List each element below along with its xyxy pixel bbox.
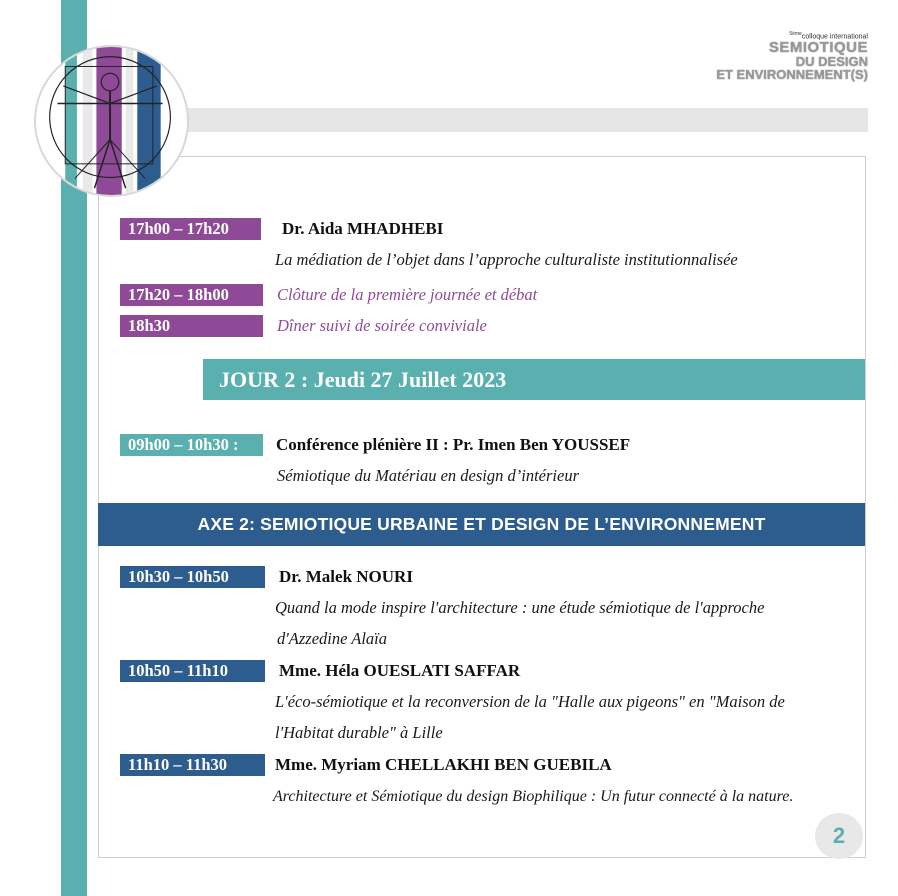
time-badge: 17h20 – 18h00 [120, 284, 263, 306]
session-label: Clôture de la première journée et débat [277, 285, 538, 304]
time-badge: 17h00 – 17h20 [120, 218, 261, 240]
day2-banner: JOUR 2 : Jeudi 27 Juillet 2023 [203, 359, 865, 400]
axe2-item-1 [120, 566, 413, 588]
edition-text: colloque international [801, 33, 868, 41]
day1-item-3 [120, 315, 487, 337]
talk-title: La médiation de l’objet dans l’approche culturaliste institutionnalisée [275, 250, 738, 269]
time-badge: 10h30 – 10h50 [120, 566, 265, 588]
speaker-name: Mme. Myriam CHELLAKHI BEN GUEBILA [275, 755, 612, 774]
day1-item-1 [120, 218, 443, 240]
time-badge: 10h50 – 11h10 [120, 660, 265, 682]
talk-title-line-1: Quand la mode inspire l'architecture : une étude sémiotique de l'approche [275, 598, 765, 617]
speaker-name: Mme. Héla OUESLATI SAFFAR [279, 661, 521, 680]
talk-title: Sémiotique du Matériau en design d’intérieur [277, 466, 579, 485]
axe2-item-3 [120, 754, 612, 776]
page-number: 2 [815, 813, 863, 859]
session-label: Dîner suivi de soirée conviviale [277, 316, 487, 335]
time-badge: 18h30 [120, 315, 263, 337]
vitruvian-logo-icon [34, 45, 189, 197]
talk-title-line-1: Architecture et Sémiotique du design Biophilique : Un futur connecté à la nature. [273, 788, 794, 805]
brand-line-3: ET ENVIRONNEMENT(S) [716, 67, 868, 83]
time-badge: 09h00 – 10h30 : [120, 434, 263, 456]
header-gray-band [150, 108, 868, 132]
edition-sup: 5ème [789, 31, 802, 37]
speaker-name: Dr. Aida MHADHEBI [282, 219, 444, 238]
axe2-item-2 [120, 660, 520, 682]
time-badge: 11h10 – 11h30 [120, 754, 265, 776]
plenary-item [120, 434, 630, 456]
brand-line-1: SEMIOTIQUE [768, 39, 868, 57]
talk-title-line-1: L'éco-sémiotique et la reconversion de la "Halle aux pigeons" en "Maison de [275, 692, 785, 711]
speaker-name: Dr. Malek NOURI [279, 567, 413, 586]
talk-title-line-2: d'Azzedine Alaïa [277, 629, 388, 648]
brand-line-2: DU DESIGN [795, 54, 868, 70]
axe2-banner: AXE 2: SEMIOTIQUE URBAINE ET DESIGN DE L’ENVIRONNEMENT [98, 503, 865, 546]
colloquium-logo-text [716, 32, 868, 81]
day1-item-2 [120, 284, 537, 306]
speaker-name: Conférence plénière II : Pr. Imen Ben YOUSSEF [276, 435, 631, 454]
talk-title-line-2: l'Habitat durable" à Lille [275, 723, 443, 742]
